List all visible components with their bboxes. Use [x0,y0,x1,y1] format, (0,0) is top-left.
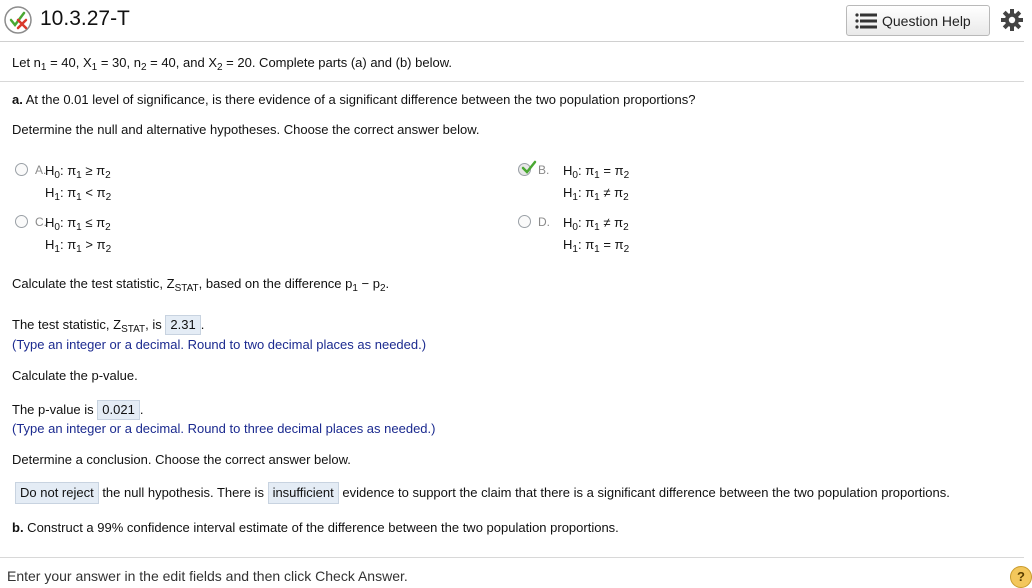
part-b-question: b. Construct a 99% confidence interval estimate of the difference between the two population proportions. [12,520,619,535]
option-d-h1: $H_1$: $\pi_1 = \pi_2$ [563,237,630,255]
question-help-label: Question Help [882,12,971,29]
header-bar [0,0,1024,42]
p-value-hint: (Type an integer or a decimal. Round to three decimal places as needed.) [12,421,436,436]
conclusion-decision-dropdown[interactable]: Do not reject [15,482,99,504]
problem-statement: Let $n_1 = 40$, $X_1 = 30$, $n_2 = 40$, and $X_2 = 20$. Complete parts (a) and (b) below. [12,55,452,73]
option-b-h1: $H_1$: $\pi_1 \ne \pi_2$ [563,185,629,203]
test-statistic-input[interactable]: 2.31 [165,315,200,335]
gear-icon[interactable] [1001,9,1023,31]
checkmark-icon [522,161,536,174]
conclusion-instruction: Determine a conclusion. Choose the correct answer below. [12,452,351,467]
hypothesis-instruction: Determine the null and alternative hypotheses. Choose the correct answer below. [12,122,480,137]
divider [0,81,1024,82]
option-b-radio[interactable] [518,163,531,176]
option-a-h0: $H_0$: $\pi_1 \ge \pi_2$ [45,163,111,181]
test-statistic-hint: (Type an integer or a decimal. Round to two decimal places as needed.) [12,337,427,352]
p-value-line: The p-value is 0.021 . [12,400,143,420]
test-statistic-instruction: Calculate the test statistic, $Z_{STAT}$, based on the difference $p_1 - p_2$. [12,276,390,294]
p-value-instruction: Calculate the p-value. [12,368,138,383]
p-value-input[interactable]: 0.021 [97,400,140,420]
option-a-h1: $H_1$: $\pi_1 < \pi_2$ [45,185,112,203]
conclusion-evidence-dropdown[interactable]: insufficient [268,482,339,504]
option-c-radio[interactable] [15,215,28,228]
partial-credit-icon [3,5,33,35]
option-b-h0: $H_0$: $\pi_1 = \pi_2$ [563,163,630,181]
test-statistic-line: The test statistic, $Z_{STAT}$, is 2.31 . [12,317,205,335]
option-c-h0: $H_0$: $\pi_1 \le \pi_2$ [45,215,111,233]
option-a-radio[interactable] [15,163,28,176]
option-d-h0: $H_0$: $\pi_1 \ne \pi_2$ [563,215,629,233]
conclusion-sentence: Do not reject the null hypothesis. There is insufficient evidence to support the claim that there is a significant difference between the two population proportions. [15,482,950,504]
list-icon [855,13,877,29]
option-c-h1: $H_1$: $\pi_1 > \pi_2$ [45,237,112,255]
help-icon[interactable]: ? [1010,566,1032,588]
question-help-button[interactable] [846,5,990,36]
footer-bar [0,557,1024,587]
option-d-radio[interactable] [518,215,531,228]
problem-id: 10.3.27-T [40,7,130,30]
part-a-question: a. At the 0.01 level of significance, is there evidence of a significant difference between the two population proportions? [12,92,696,107]
footer-instruction: Enter your answer in the edit fields and then click Check Answer. [7,568,408,584]
